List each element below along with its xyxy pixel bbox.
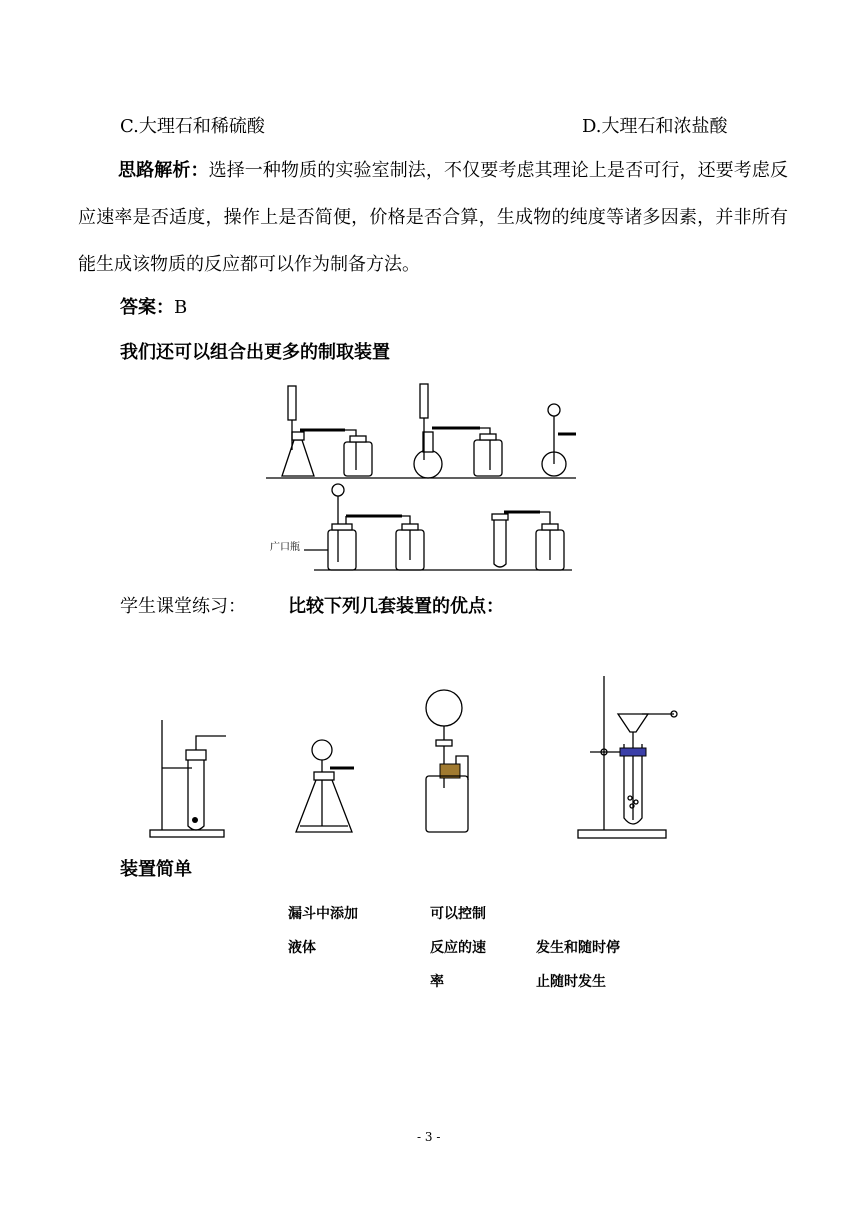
apparatus-combinations-figure	[260, 380, 580, 580]
analysis-label: 思路解析	[118, 160, 191, 181]
advantage-control-line3: 率	[430, 974, 444, 988]
apparatus-flask-with-funnel	[296, 740, 354, 832]
set-conical-flask-funnel	[282, 386, 372, 476]
apparatus-stopcock-tube	[578, 676, 677, 838]
page-number: - 3 -	[417, 1130, 441, 1144]
section-heading: 我们还可以组合出更多的制取装置	[120, 342, 390, 363]
set-wide-mouth-bottle	[304, 484, 424, 570]
option-d: D.大理石和浓盐酸	[582, 116, 728, 137]
advantage-funnel-line1: 漏斗中添加	[288, 906, 358, 922]
set-round-flask-funnel	[414, 384, 502, 478]
advantage-simple: 装置简单	[120, 859, 192, 880]
analysis-text: 选择一种物质的实验室制法，不仅要考虑其理论上是否可行，还要考虑反应速率是否适度，操作上是否简便，价格是否合算，生成物的纯度等诸多因素，并非所有能生成该物质的反应都可以作为制备方法。	[78, 160, 789, 275]
answer-value: B	[174, 297, 188, 318]
apparatus-separatory-bottle	[426, 690, 468, 832]
apparatus-comparison-figure	[140, 670, 710, 850]
advantage-control-line2: 反应的速	[430, 940, 486, 956]
practice-label: 学生课堂练习：	[120, 596, 246, 617]
practice-prompt: 比较下列几套装置的优点：	[288, 596, 504, 617]
analysis-paragraph: 思路解析：选择一种物质的实验室制法，不仅要考虑其理论上是否可行，还要考虑反应速率是否适度，操作上是否简便，价格是否合算，生成物的纯度等诸多因素，并非所有能生成该物质的反应都可以作为制备方法。	[78, 160, 789, 275]
advantage-control-line1: 可以控制	[430, 906, 486, 922]
advantage-start-stop-line2: 止随时发生	[536, 974, 606, 990]
wide-mouth-bottle-callout: 广口瓶	[270, 542, 300, 553]
advantage-control-rate	[430, 906, 510, 988]
apparatus-simple-test-tube	[150, 720, 226, 837]
answer-label: 答案	[120, 297, 156, 318]
option-c: C.大理石和稀硫酸	[120, 116, 265, 137]
set-test-tube	[492, 512, 564, 570]
set-round-flask-bulb	[542, 404, 576, 476]
advantage-start-stop-line1: 发生和随时停	[536, 940, 620, 956]
answer-line: 答案：B	[120, 297, 188, 318]
advantage-funnel-line2: 液体	[288, 940, 316, 956]
